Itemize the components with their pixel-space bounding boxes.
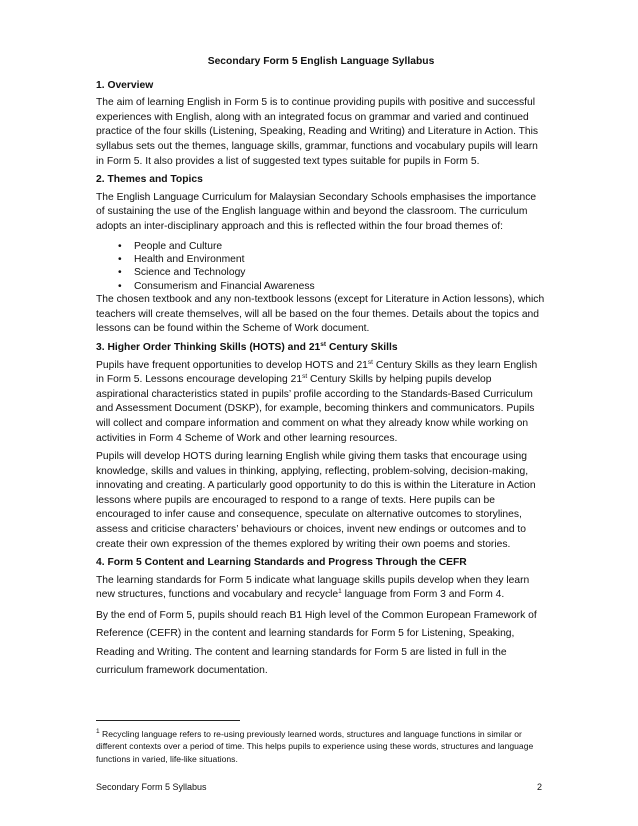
section-content-standards [96, 556, 546, 680]
superscript: st [320, 340, 327, 348]
section-heading: 1. Overview [96, 79, 154, 91]
section-heading: 4. Form 5 Content and Learning Standards and Progress Through the CEFR [96, 557, 467, 569]
page-footer [96, 782, 542, 792]
list-item: • Consumerism and Financial Awareness [134, 280, 546, 293]
footnote-divider [96, 720, 240, 721]
section-paragraph: Pupils will develop HOTS during learning English while giving them tasks that encourage using knowledge, skills and values in thinking, applying, reflecting, problem-solving, decision-making, innovating and creating. A particularly good opportunity to do this is within the Literature in Action lessons where pupils are encouraged to respond to a range of texts. Here pupils can be encouraged to infer cause and consequence, speculate on alternative outcomes to storylines, assess and criticise characters’ behaviours or choices, invent new endings or outcomes and to create their own expression of the themes explored by writing their own poems and stories. [96, 451, 536, 550]
heading-text: Century Skills [326, 341, 398, 353]
section-overview [96, 79, 546, 170]
paragraph-text: The learning standards for Form 5 indicate what language skills pupils develop when they learn new structures, functions and vocabulary and recycle [96, 574, 530, 601]
superscript: st [302, 373, 308, 381]
footnote-reference: 1 [338, 588, 342, 596]
section-heading [96, 341, 546, 356]
document-title: Secondary Form 5 English Language Syllabus [207, 56, 435, 67]
section-paragraph: The aim of learning English in Form 5 is to continue providing pupils with positive and successful experiences with English, along with an integrated focus on grammar and varied and continued practice of the four skills (Listening, Speaking, Reading and Writing) and Literature in Action. This syllabus sets out the themes, language skills, grammar, functions and vocabulary pupils will learn in Form 5. It also provides a list of suggested text types suitable for pupils in Form 5. [96, 97, 539, 167]
section-paragraph: The English Language Curriculum for Malaysian Secondary Schools emphasises the importance of sustaining the use of the English language within and beyond the classroom. The curriculum adopts an inter-disciplinary approach and this is reflected within the four broad themes of: [96, 191, 537, 232]
section-paragraph [96, 359, 546, 447]
list-item: • Health and Environment [134, 253, 546, 266]
footnote [96, 728, 546, 765]
footer-label: Secondary Form 5 Syllabus [96, 782, 207, 792]
section-paragraph [96, 574, 546, 603]
list-item: • Science and Technology [134, 266, 546, 279]
paragraph-text: Century Skills as they learn English in Form 5. Lessons encourage developing 21 [96, 359, 538, 386]
footnote-text: Recycling language refers to re-using previously learned words, structures and language functions in similar or different contexts over a period of time. This helps pupils to experience using these words, structures and language functions in varied, life-like situations. [96, 729, 534, 764]
themes-list [96, 240, 546, 294]
list-item: • People and Culture [134, 240, 546, 253]
section-paragraph: By the end of Form 5, pupils should reach B1 High level of the Common European Framework of Reference (CEFR) in the content and learning standards for Form 5 for Listening, Speaking, Reading and Writing. The content and learning standards for Form 5 are listed in full in the curriculum framework documentation. [96, 610, 537, 676]
paragraph-text: Century Skills by helping pupils develop aspirational characteristics stated in pupils’ profile according to the Standards-Based Curriculum and Assessment Document (DSKP), for example, becoming thinkers and communicators. Pupils will collect and compare information and comment on what they already know while working on activities in Form 4 Scheme of Work and other learning resources. [96, 374, 535, 444]
heading-text: 3. Higher Order Thinking Skills (HOTS) and 21 [96, 341, 321, 353]
section-heading: 2. Themes and Topics [96, 174, 203, 186]
section-hots [96, 341, 546, 552]
section-paragraph: The chosen textbook and any non-textbook lessons (except for Literature in Action lessons), which teachers will create themselves, will all be based on the four themes. Details about the topics and lessons can be found within the Scheme of Work document. [96, 294, 545, 335]
document-body [96, 55, 546, 684]
paragraph-text: language from Form 3 and Form 4. [341, 589, 505, 601]
footnote-marker: 1 [96, 728, 100, 735]
paragraph-text: Pupils have frequent opportunities to develop HOTS and 21 [96, 359, 368, 371]
superscript: st [367, 358, 373, 366]
section-themes-topics [96, 173, 546, 337]
page-number: 2 [536, 782, 542, 792]
